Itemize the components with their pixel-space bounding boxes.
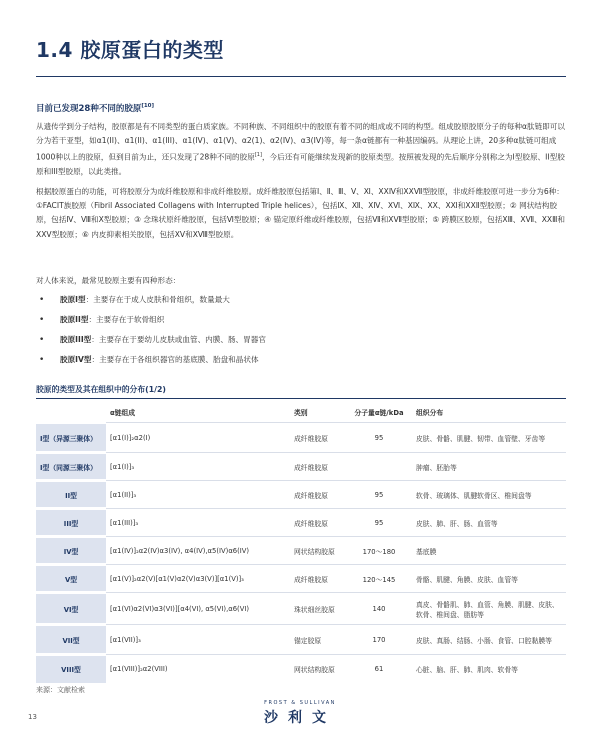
cell-distribution: 皮肤、骨骼、肌腱、韧带、血管壁、牙齿等 — [412, 423, 566, 453]
list-item-label: 胶原IV型 — [60, 355, 92, 364]
cell-distribution: 皮肤、真肠、结肠、小肠、食管、口腔黏膜等 — [412, 625, 566, 655]
list-item — [36, 330, 568, 350]
cell-chain: [α1(VIII)]₂α2(VIII) — [106, 655, 290, 683]
list-item — [36, 290, 568, 310]
frost-sullivan-logo — [240, 700, 360, 727]
cell-type: III型 — [36, 509, 106, 537]
header-distribution: 组织分布 — [416, 408, 444, 417]
table-row — [36, 565, 566, 593]
list-item — [36, 350, 568, 370]
cell-mw: 120～145 — [346, 565, 412, 593]
cell-category: 网状结构胶原 — [290, 655, 346, 683]
section-heading — [36, 102, 154, 114]
intro-paragraph-a: 从遗传学到分子结构，胶原都是有不同类型的蛋白质家族。不同种族、不同组织中的胶原有着不同的组成或不同的构型。组成胶原胶原分子的每种α肽链即可以分为若干亚型，如α1(II)、α1(II)、α1(III)、α1(IV)、α1(V)、α2(1)、α2(IV)、α3(IV)等，每一条α链都有一种基因编码。从理论上讲，20多种α肽链可组成1000种以上的胶原，但到目前为止，还只发现了28种不同的胶原 — [36, 122, 565, 162]
cell-category: 成纤维胶原 — [290, 509, 346, 537]
intro-paragraph-b: ，今后还有可能继续发现新的胶原类型。按照被发现的先后顺序分别称之为I型胶原、II型胶原和III型胶原，以此类推。 — [36, 152, 565, 177]
cell-chain: [α1(V)]₂α2(V)[α1(V)α2(V)α3(V)][α1(V)]₃ — [106, 565, 290, 593]
cell-type: VI型 — [36, 593, 106, 625]
page-title: 1.4 胶原蛋白的类型 — [36, 38, 224, 62]
cell-distribution: 基底膜 — [412, 537, 566, 565]
cell-mw — [346, 453, 412, 481]
header-type — [36, 401, 106, 423]
cell-category: 成纤维胶原 — [290, 481, 346, 509]
collagen-types-table — [36, 401, 566, 683]
logo-chinese-text: 沙利文 — [264, 710, 336, 726]
cell-category: 锚定胶原 — [290, 625, 346, 655]
cell-mw: 61 — [346, 655, 412, 683]
table-row — [36, 625, 566, 655]
cell-mw: 95 — [346, 423, 412, 453]
bullet-icon: • — [39, 315, 45, 325]
list-item-text: ：主要存在于软骨组织 — [88, 315, 165, 324]
table-row — [36, 537, 566, 565]
cell-type: V型 — [36, 565, 106, 593]
intro-paragraph — [36, 120, 568, 179]
list-item-label: 胶原I型 — [60, 295, 86, 304]
header-mw: 分子量α链/kDa — [354, 408, 404, 417]
cell-chain: [α1(I)]₂α2(I) — [106, 423, 290, 453]
page-number: 13 — [28, 713, 37, 721]
table-title: 胶原的类型及其在组织中的分布(1/2) — [36, 385, 166, 394]
cell-type: II型 — [36, 481, 106, 509]
table-row — [36, 423, 566, 453]
list-item-text: ：主要存在于成人皮肤和骨组织，数量最大 — [85, 295, 230, 304]
cell-distribution: 骨骼、肌腱、角膜、皮肤、血管等 — [412, 565, 566, 593]
cell-type: IV型 — [36, 537, 106, 565]
cell-category: 网状结构胶原 — [290, 537, 346, 565]
collagen-forms-list — [36, 290, 568, 370]
cell-chain: [α1(VII)]₃ — [106, 625, 290, 655]
cell-category: 珠状细丝胶原 — [290, 593, 346, 625]
logo-english-text: FROST & SULLIVAN — [264, 700, 336, 706]
cell-mw: 170～180 — [346, 537, 412, 565]
table-row — [36, 453, 566, 481]
cell-chain: [α1(I)]₃ — [106, 453, 290, 481]
cell-category: 成纤维胶原 — [290, 423, 346, 453]
cell-category: 成纤维胶原 — [290, 453, 346, 481]
cell-type: VIII型 — [36, 655, 106, 683]
cell-type: I型（异源三聚体） — [36, 423, 106, 453]
list-item — [36, 310, 568, 330]
cell-type: VII型 — [36, 625, 106, 655]
table-row — [36, 655, 566, 683]
table-row — [36, 509, 566, 537]
title-divider — [36, 76, 566, 77]
common-forms-paragraph: 对人体来说，最常见胶原主要有四种形态： — [36, 276, 181, 285]
list-item-label: 胶原II型 — [60, 315, 89, 324]
source-note: 来源：文献检索 — [36, 686, 85, 694]
table-divider — [36, 398, 566, 399]
bullet-icon: • — [39, 355, 45, 365]
cell-distribution: 皮肤、肺、肝、肠、血管等 — [412, 509, 566, 537]
cell-distribution: 真皮、骨骼肌、肺、血管、角膜、肌腱、皮肤、软骨、椎间盘、脂肪等 — [412, 593, 566, 625]
section-heading-ref: [10] — [141, 103, 155, 110]
list-item-text: ：主要存在于各组织器官的基底膜、胎盘和晶状体 — [91, 355, 259, 364]
cell-chain: [α1(II)]₃ — [106, 481, 290, 509]
header-chain: α链组成 — [110, 408, 136, 417]
bullet-icon: • — [39, 295, 45, 305]
header-category: 类别 — [294, 408, 308, 417]
bullet-icon: • — [39, 335, 45, 345]
cell-type: I型（同源三聚体） — [36, 453, 106, 481]
cell-mw: 140 — [346, 593, 412, 625]
cell-mw: 170 — [346, 625, 412, 655]
cell-category: 成纤维胶原 — [290, 565, 346, 593]
table-header-row — [36, 401, 566, 423]
list-item-text: ：主要存在于要幼儿皮肤或血管、内膜、肠、胃器官 — [91, 335, 266, 344]
cell-mw: 95 — [346, 481, 412, 509]
section-heading-text: 目前已发现28种不同的胶原 — [36, 104, 142, 114]
cell-distribution: 肿瘤、胚胎等 — [412, 453, 566, 481]
cell-chain: [α1(IV)]₂α2(IV)α3(IV), α4(IV),α5(IV)α6(IV) — [106, 537, 290, 565]
cell-chain: [α1(VI)α2(VI)α3(VI)][α4(VI), α5(VI),α6(VI) — [106, 593, 290, 625]
cell-chain: [α1(III)]₃ — [106, 509, 290, 537]
cell-distribution: 心脏、脑、肝、肺、肌肉、软骨等 — [412, 655, 566, 683]
classification-paragraph: 根据胶原蛋白的功能，可将胶原分为成纤维胶原和非成纤维胶原。成纤维胶原包括第Ⅰ、Ⅱ、Ⅲ、Ⅴ、Ⅺ、ⅩⅩⅣ和ⅩⅩⅦ型胶原，非成纤维胶原可进一步分为6种：①FACIT族胶原（Fibril Associated Collagens with Interrupted Triple helices），包括Ⅸ、Ⅻ、ⅩⅣ、ⅩⅥ、ⅩⅨ、ⅩⅩ、ⅩⅪ和ⅩⅩⅡ型胶原；② 网状结构胶原，包括Ⅳ、Ⅷ和Ⅹ型胶原；③ 念珠状原纤维胶原，包括Ⅵ型胶原；④ 锚定原纤维或纤维胶原，包括Ⅶ和ⅩⅦ型胶原；⑤ 跨膜区胶原，包括ⅩⅢ、ⅩⅦ、ⅩⅩⅢ和ⅩⅩⅤ型胶原；⑥ 内皮抑素相关胶原，包括ⅩⅤ和ⅩⅧ型胶原。 — [36, 187, 565, 239]
cell-distribution: 软骨、玻璃体、肌腱软骨区、椎间盘等 — [412, 481, 566, 509]
cell-mw: 95 — [346, 509, 412, 537]
table-row — [36, 481, 566, 509]
table-row — [36, 593, 566, 625]
list-item-label: 胶原III型 — [60, 335, 92, 344]
intro-paragraph-ref: [1] — [254, 152, 262, 159]
